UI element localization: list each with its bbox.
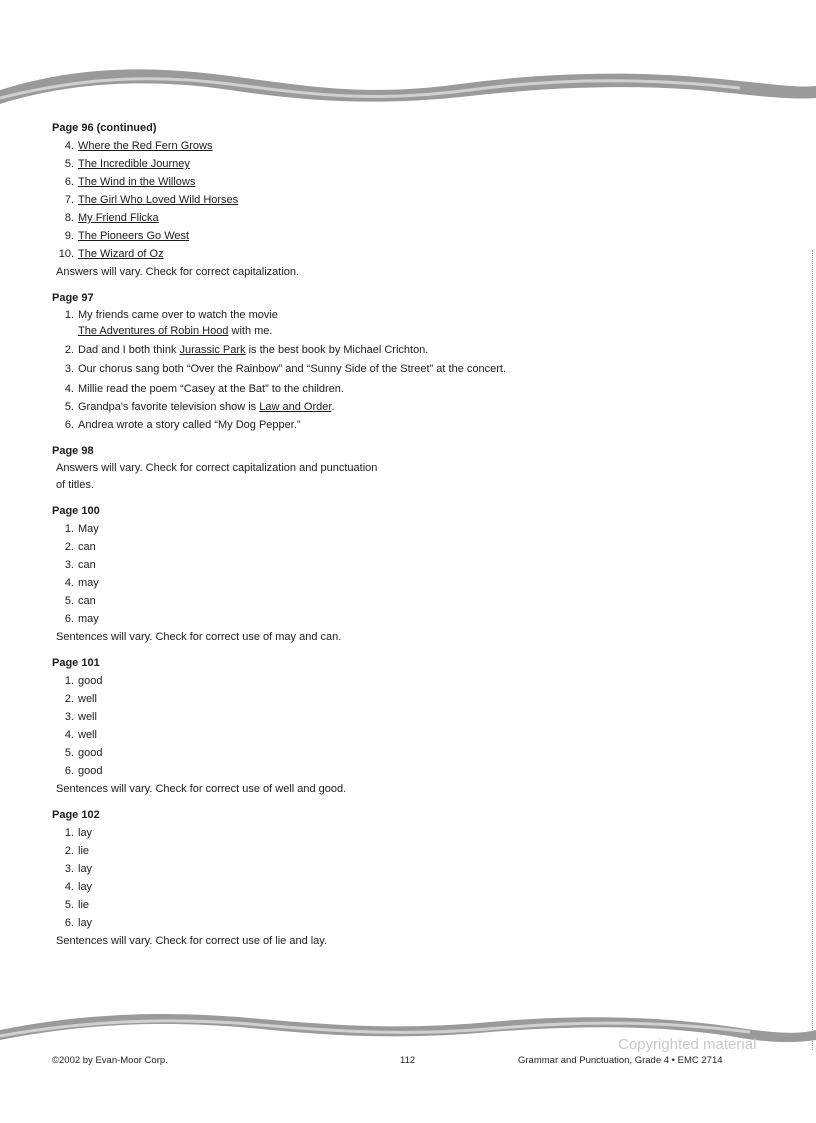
- section-heading: Page 97: [52, 292, 94, 304]
- answer-item: [52, 842, 572, 860]
- item-number: 1.: [64, 309, 74, 321]
- answer-list: [52, 307, 572, 434]
- answer-item: [52, 860, 572, 878]
- book-title: The Wind in the Willows: [78, 176, 196, 188]
- item-number: 7.: [64, 194, 74, 206]
- answer-item: [52, 342, 572, 358]
- section-note: Sentences will vary. Check for correct use of well and good.: [56, 783, 347, 795]
- answer-item: [52, 744, 572, 762]
- answer-text: can: [78, 541, 96, 553]
- sentence-text: .: [331, 401, 335, 413]
- answer-item: [52, 137, 572, 155]
- item-number: 4.: [64, 383, 74, 395]
- item-number: 1.: [64, 827, 74, 839]
- item-number: 6.: [64, 917, 74, 929]
- answer-list: [52, 824, 572, 932]
- answer-list: [52, 520, 572, 628]
- footer-book-title: Grammar and Punctuation, Grade 4 • EMC 2714: [518, 1055, 723, 1066]
- section-heading: Page 100: [52, 505, 100, 517]
- sentence-text: is the best book by Michael Crichton.: [245, 344, 429, 356]
- answer-text: well: [78, 711, 97, 723]
- answer-item: [52, 896, 572, 914]
- answer-item: [52, 592, 572, 610]
- answer-text: lay: [78, 827, 93, 839]
- answer-item: [52, 155, 572, 173]
- answer-text: lie: [78, 899, 90, 911]
- item-number: 4.: [64, 140, 74, 152]
- book-title: Where the Red Fern Grows: [78, 140, 213, 152]
- answer-text: can: [78, 595, 96, 607]
- show-title: Law and Order: [259, 401, 332, 413]
- item-number: 4.: [64, 729, 74, 741]
- answer-item: [52, 520, 572, 538]
- item-number: 6.: [64, 613, 74, 625]
- item-number: 1.: [64, 523, 74, 535]
- sentence-text: My friends came over to watch the movie: [78, 309, 278, 321]
- book-title: The Incredible Journey: [78, 158, 190, 170]
- answer-text: may: [78, 577, 99, 589]
- answer-item: [52, 914, 572, 932]
- item-number: 9.: [64, 230, 74, 242]
- top-wave-border: [0, 62, 816, 112]
- item-number: 2.: [64, 541, 74, 553]
- book-title: My Friend Flicka: [78, 212, 159, 224]
- section-note: Answers will vary. Check for correct capitalization and punctuation of titles.: [56, 462, 378, 491]
- answer-list: [52, 672, 572, 780]
- answer-text: lay: [78, 863, 93, 875]
- footer-copyright: ©2002 by Evan-Moor Corp.: [52, 1055, 168, 1066]
- book-title: The Girl Who Loved Wild Horses: [78, 194, 239, 206]
- section-page-101: [52, 655, 572, 798]
- item-number: 4.: [64, 577, 74, 589]
- item-number: 6.: [64, 176, 74, 188]
- answer-item: [52, 824, 572, 842]
- section-heading: Page 96 (continued): [52, 122, 157, 134]
- item-number: 5.: [64, 595, 74, 607]
- answer-text: well: [78, 729, 97, 741]
- item-number: 3.: [64, 559, 74, 571]
- answer-item: [52, 878, 572, 896]
- answer-text: may: [78, 613, 99, 625]
- answer-text: good: [78, 765, 103, 777]
- answer-list: [52, 137, 572, 263]
- answer-text: lay: [78, 917, 93, 929]
- section-page-96: [52, 120, 572, 281]
- answer-item: [52, 307, 572, 339]
- section-heading: Page 101: [52, 657, 100, 669]
- answer-text: good: [78, 675, 103, 687]
- sentence-text: Our chorus sang both “Over the Rainbow” and “Sunny Side of the Street” at the concert.: [78, 363, 507, 375]
- item-number: 2.: [64, 845, 74, 857]
- item-number: 3.: [64, 863, 74, 875]
- book-title: The Pioneers Go West: [78, 230, 190, 242]
- answer-item: [52, 380, 572, 398]
- item-number: 5.: [64, 158, 74, 170]
- item-number: 10.: [58, 248, 74, 260]
- sentence-text: Dad and I both think: [78, 344, 180, 356]
- section-note: Answers will vary. Check for correct capitalization.: [56, 266, 300, 278]
- item-number: 3.: [64, 363, 74, 375]
- section-page-98: [52, 443, 572, 494]
- answer-item: [52, 416, 572, 434]
- page-edge-divider: [812, 250, 813, 1050]
- sentence-text: Andrea wrote a story called “My Dog Pepper.”: [78, 419, 301, 431]
- answer-item: [52, 361, 572, 377]
- answer-item: [52, 672, 572, 690]
- item-number: 4.: [64, 881, 74, 893]
- section-page-100: [52, 503, 572, 646]
- answer-text: can: [78, 559, 96, 571]
- answer-item: [52, 574, 572, 592]
- answer-item: [52, 690, 572, 708]
- item-number: 5.: [64, 401, 74, 413]
- answer-item: [52, 726, 572, 744]
- section-note: Sentences will vary. Check for correct use of lie and lay.: [56, 935, 328, 947]
- footer-page-number: 112: [400, 1055, 416, 1066]
- sentence-text: with me.: [228, 325, 273, 337]
- answer-item: [52, 245, 572, 263]
- item-number: 2.: [64, 693, 74, 705]
- watermark: Copyrighted material: [618, 1036, 757, 1053]
- item-number: 6.: [64, 419, 74, 431]
- answer-item: [52, 538, 572, 556]
- movie-title: The Adventures of Robin Hood: [78, 325, 229, 337]
- answer-item: [52, 227, 572, 245]
- section-page-97: [52, 290, 572, 434]
- book-title: Jurassic Park: [179, 344, 246, 356]
- answer-text: well: [78, 693, 97, 705]
- answer-text: lie: [78, 845, 90, 857]
- sentence-text: Millie read the poem “Casey at the Bat” to the children.: [78, 383, 344, 395]
- section-heading: Page 102: [52, 809, 100, 821]
- item-number: 6.: [64, 765, 74, 777]
- answer-item: [52, 610, 572, 628]
- answer-key: [52, 120, 572, 959]
- section-page-102: [52, 807, 572, 950]
- item-number: 5.: [64, 747, 74, 759]
- answer-item: [52, 708, 572, 726]
- answer-item: [52, 556, 572, 574]
- book-title: The Wizard of Oz: [78, 248, 164, 260]
- item-number: 3.: [64, 711, 74, 723]
- item-number: 2.: [64, 344, 74, 356]
- answer-item: [52, 191, 572, 209]
- answer-text: lay: [78, 881, 93, 893]
- answer-text: May: [78, 523, 99, 535]
- item-number: 8.: [64, 212, 74, 224]
- sentence-text: Grandpa's favorite television show is: [78, 401, 260, 413]
- answer-item: [52, 762, 572, 780]
- item-number: 5.: [64, 899, 74, 911]
- section-heading: Page 98: [52, 445, 94, 457]
- answer-text: good: [78, 747, 103, 759]
- answer-item: [52, 173, 572, 191]
- answer-item: [52, 398, 572, 416]
- answer-item: [52, 209, 572, 227]
- section-note: Sentences will vary. Check for correct use of may and can.: [56, 631, 342, 643]
- item-number: 1.: [64, 675, 74, 687]
